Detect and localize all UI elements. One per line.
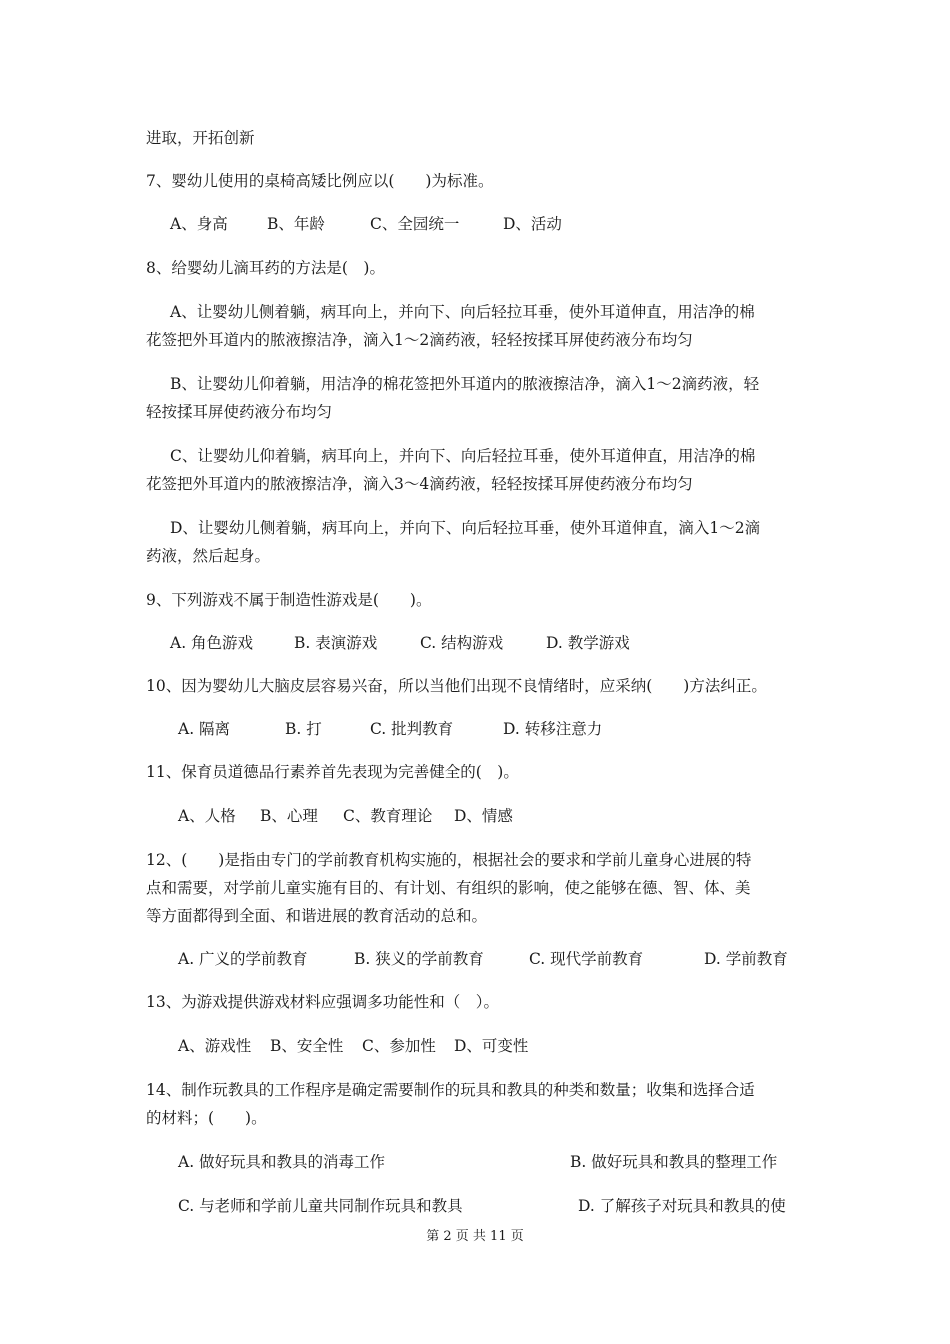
- question-14-option-c: C. 与老师和学前儿童共同制作玩具和教具: [178, 1197, 463, 1215]
- question-7-option-c: C、全园统一: [370, 215, 460, 233]
- question-8-option-d-line2: 药液，然后起身。: [146, 547, 271, 565]
- question-14-option-b: B. 做好玩具和教具的整理工作: [570, 1153, 778, 1171]
- question-7-option-d: D、活动: [503, 215, 562, 233]
- question-13-stem: 13、为游戏提供游戏材料应强调多功能性和（ ）。: [146, 993, 499, 1011]
- question-10-option-b: B. 打: [285, 720, 322, 738]
- question-7-stem: 7、婴幼儿使用的桌椅高矮比例应以( )为标准。: [146, 172, 494, 190]
- question-13-option-d: D、可变性: [454, 1037, 529, 1055]
- question-13-option-c: C、参加性: [362, 1037, 436, 1055]
- question-10-stem: 10、因为婴幼儿大脑皮层容易兴奋，所以当他们出现不良情绪时，应采纳( )方法纠正。: [146, 677, 767, 695]
- question-11-option-c: C、教育理论: [343, 807, 433, 825]
- question-9-option-d: D. 教学游戏: [546, 634, 630, 652]
- question-10-option-d: D. 转移注意力: [503, 720, 603, 738]
- question-11-option-d: D、情感: [454, 807, 513, 825]
- question-8-option-c-line2: 花签把外耳道内的脓液擦洁净，滴入3～4滴药液，轻轻按揉耳屏使药液分布均匀: [146, 475, 693, 493]
- question-11-option-b: B、心理: [260, 807, 318, 825]
- continuation-text: 进取，开拓创新: [146, 129, 255, 147]
- question-12-stem-line1: 12、( )是指由专门的学前教育机构实施的，根据社会的要求和学前儿童身心进展的特: [146, 851, 752, 869]
- question-9-option-c: C. 结构游戏: [420, 634, 504, 652]
- question-9-option-b: B. 表演游戏: [294, 634, 378, 652]
- question-8-stem: 8、给婴幼儿滴耳药的方法是( )。: [146, 259, 385, 277]
- question-12-option-a: A. 广义的学前教育: [178, 950, 308, 968]
- question-8-option-a-line1: A、让婴幼儿侧着躺，病耳向上，并向下、向后轻拉耳垂，使外耳道伸直，用洁净的棉: [170, 303, 755, 321]
- question-9-option-a: A. 角色游戏: [170, 634, 254, 652]
- question-7-option-a: A、身高: [170, 215, 228, 233]
- question-12-stem-line2: 点和需要，对学前儿童实施有目的、有计划、有组织的影响，使之能够在德、智、体、美: [146, 879, 751, 897]
- question-8-option-c-line1: C、让婴幼儿仰着躺，病耳向上，并向下、向后轻拉耳垂，使外耳道伸直，用洁净的棉: [170, 447, 756, 465]
- question-8-option-a-line2: 花签把外耳道内的脓液擦洁净，滴入1～2滴药液，轻轻按揉耳屏使药液分布均匀: [146, 331, 693, 349]
- question-12-stem-line3: 等方面都得到全面、和谐进展的教育活动的总和。: [146, 907, 488, 925]
- question-9-stem: 9、下列游戏不属于制造性游戏是( )。: [146, 591, 432, 609]
- question-12-option-d: D. 学前教育: [704, 950, 788, 968]
- question-12-option-c: C. 现代学前教育: [529, 950, 644, 968]
- question-8-option-d-line1: D、让婴幼儿侧着躺，病耳向上，并向下、向后轻拉耳垂，使外耳道伸直，滴入1～2滴: [170, 519, 761, 537]
- question-14-stem-line1: 14、制作玩教具的工作程序是确定需要制作的玩具和教具的种类和数量；收集和选择合适: [146, 1081, 755, 1099]
- question-14-option-d: D. 了解孩子对玩具和教具的使: [578, 1197, 786, 1215]
- question-13-option-a: A、游戏性: [178, 1037, 252, 1055]
- question-14-option-a: A. 做好玩具和教具的消毒工作: [178, 1153, 386, 1171]
- question-13-option-b: B、安全性: [270, 1037, 344, 1055]
- question-8-option-b-line1: B、让婴幼儿仰着躺，用洁净的棉花签把外耳道内的脓液擦洁净，滴入1～2滴药液，轻: [170, 375, 760, 393]
- question-11-stem: 11、保育员道德品行素养首先表现为完善健全的( )。: [146, 763, 519, 781]
- question-10-option-c: C. 批判教育: [370, 720, 454, 738]
- page-footer: 第 2 页 共 11 页: [426, 1229, 524, 1244]
- question-11-option-a: A、人格: [178, 807, 236, 825]
- question-7-option-b: B、年龄: [267, 215, 325, 233]
- question-10-option-a: A. 隔离: [178, 720, 231, 738]
- question-8-option-b-line2: 轻按揉耳屏使药液分布均匀: [146, 403, 333, 421]
- question-12-option-b: B. 狭义的学前教育: [354, 950, 484, 968]
- question-14-stem-line2: 的材料；( )。: [146, 1109, 267, 1127]
